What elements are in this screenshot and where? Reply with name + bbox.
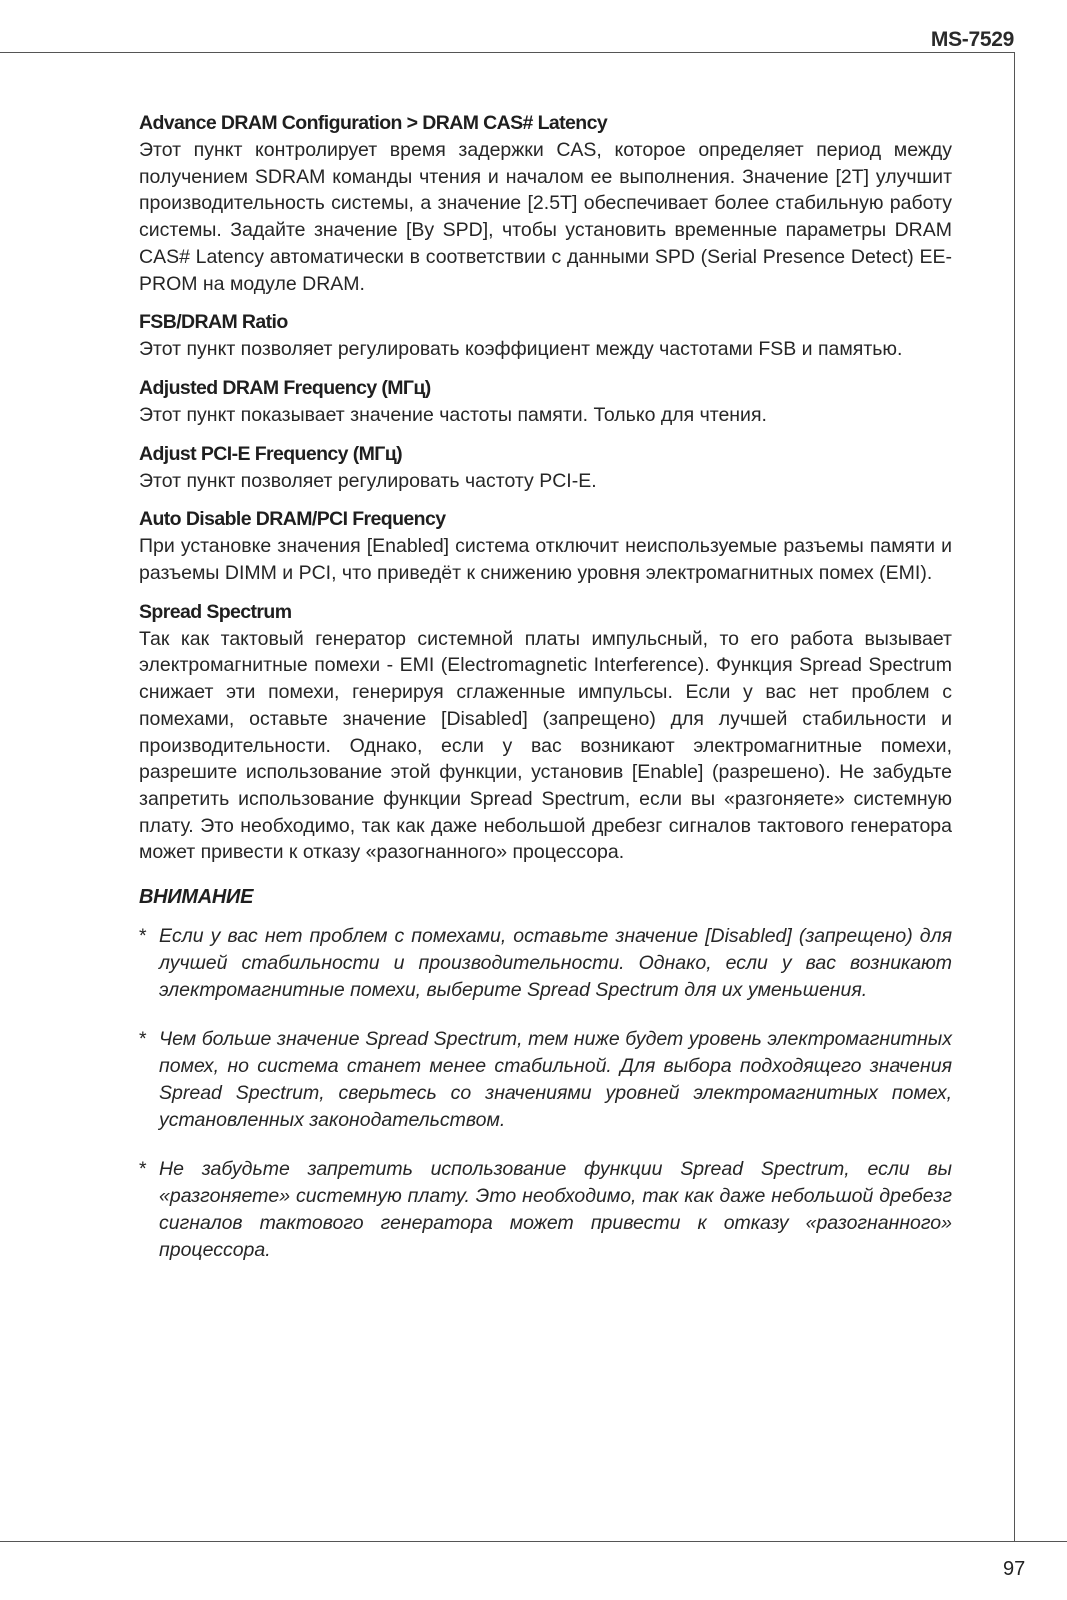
asterisk-marker: *: [139, 1158, 147, 1181]
section-body: Так как тактовый генератор системной платы импульсный, то его работа вызывает электромагнитные помехи - EMI (Electromagnetic Interference). Функция Spread Spectrum снижает эти помехи, генерируя сглаженные импульсы. Если у вас нет проблем с помехами, оставьте значение [Disabled] (запрещено) для лучшей стабильности и производительности. Однако, если у вас возникают электромагнитные помехи, разрешите использование этой функции, установив [Enable] (разрешено). Не забудьте запретить использование функции Spread Spectrum, если вы «разгоняете» системную плату. Это необходимо, так как даже небольшой дребезг сигналов тактового генератора может привести к отказу «разогнанного» процессора.: [139, 627, 952, 864]
page-number: 97: [1003, 1558, 1026, 1580]
note-text: Не забудьте запретить использование функции Spread Spectrum, если вы «разгоняете» системную плату. Это необходимо, так как даже небольшой дребезг сигналов тактового генератора может привести к отказу «разогнанного» процессора.: [159, 1158, 952, 1262]
section-body: Этот пункт позволяет регулировать частоту PCI-E.: [139, 469, 597, 492]
section-fsb-dram-ratio: [139, 309, 952, 363]
section-title: Advance DRAM Configuration > DRAM CAS# Latency: [139, 112, 608, 134]
attention-notes: [139, 923, 952, 1264]
section-body: Этот пункт контролирует время задержки CAS, которое определяет период между получением SDRAM команды чтения и началом ее выполнения. Значение [2T] улучшит производительность системы, а значение [2.5T] обеспечивает более стабильную работу системы. Задайте значение [By SPD], чтобы установить временные параметры DRAM CAS# Latency автоматически в соответствии с данными SPD (Serial Presence Detect) EE-PROM на модуле DRAM.: [139, 139, 952, 295]
asterisk-marker: *: [139, 1028, 147, 1051]
section-dram-cas-latency: [139, 110, 952, 297]
section-adjust-pcie-frequency: [139, 441, 952, 495]
note-text: Чем больше значение Spread Spectrum, тем ниже будет уровень электромагнитных помех, но система станет менее стабильной. Для выбора подходящего значения Spread Spectrum, сверьтесь со значениями уровней электромагнитных помех, установленных законодательством.: [159, 1028, 952, 1132]
header-divider: [0, 52, 1015, 53]
page-edge-divider: [1014, 52, 1015, 1542]
footer-divider: [0, 1541, 1067, 1542]
section-title: Adjust PCI-E Frequency (МГц): [139, 442, 403, 465]
section-spread-spectrum: [139, 599, 952, 866]
section-auto-disable-dram-pci: [139, 506, 952, 586]
attention-note: [139, 1026, 952, 1134]
attention-note: [139, 1156, 952, 1264]
section-title: Auto Disable DRAM/PCI Frequency: [139, 508, 446, 531]
attention-note: [139, 923, 952, 1004]
section-body: Этот пункт позволяет регулировать коэффициент между частотами FSB и памятью.: [139, 338, 903, 361]
attention-heading: ВНИМАНИЕ: [139, 886, 254, 909]
note-text: Если у вас нет проблем с помехами, оставьте значение [Disabled] (запрещено) для лучшей стабильности и производительности. Однако, если у вас возникают электромагнитные помехи, выберите Spread Spectrum для их уменьшения.: [159, 925, 952, 1002]
section-adjusted-dram-frequency: [139, 375, 952, 429]
asterisk-marker: *: [139, 925, 147, 948]
section-title: Spread Spectrum: [139, 600, 292, 623]
section-title: Adjusted DRAM Frequency (МГц): [139, 376, 431, 399]
page-content: [139, 110, 952, 1286]
model-number: MS-7529: [930, 28, 1014, 51]
section-body: Этот пункт показывает значение частоты памяти. Только для чтения.: [139, 403, 767, 426]
section-body: При установке значения [Enabled] система отключит неиспользуемые разъемы памяти и разъемы DIMM и PCI, что приведёт к снижению уровня электромагнитных помех (EMI).: [139, 535, 952, 585]
section-title: FSB/DRAM Ratio: [139, 311, 288, 334]
